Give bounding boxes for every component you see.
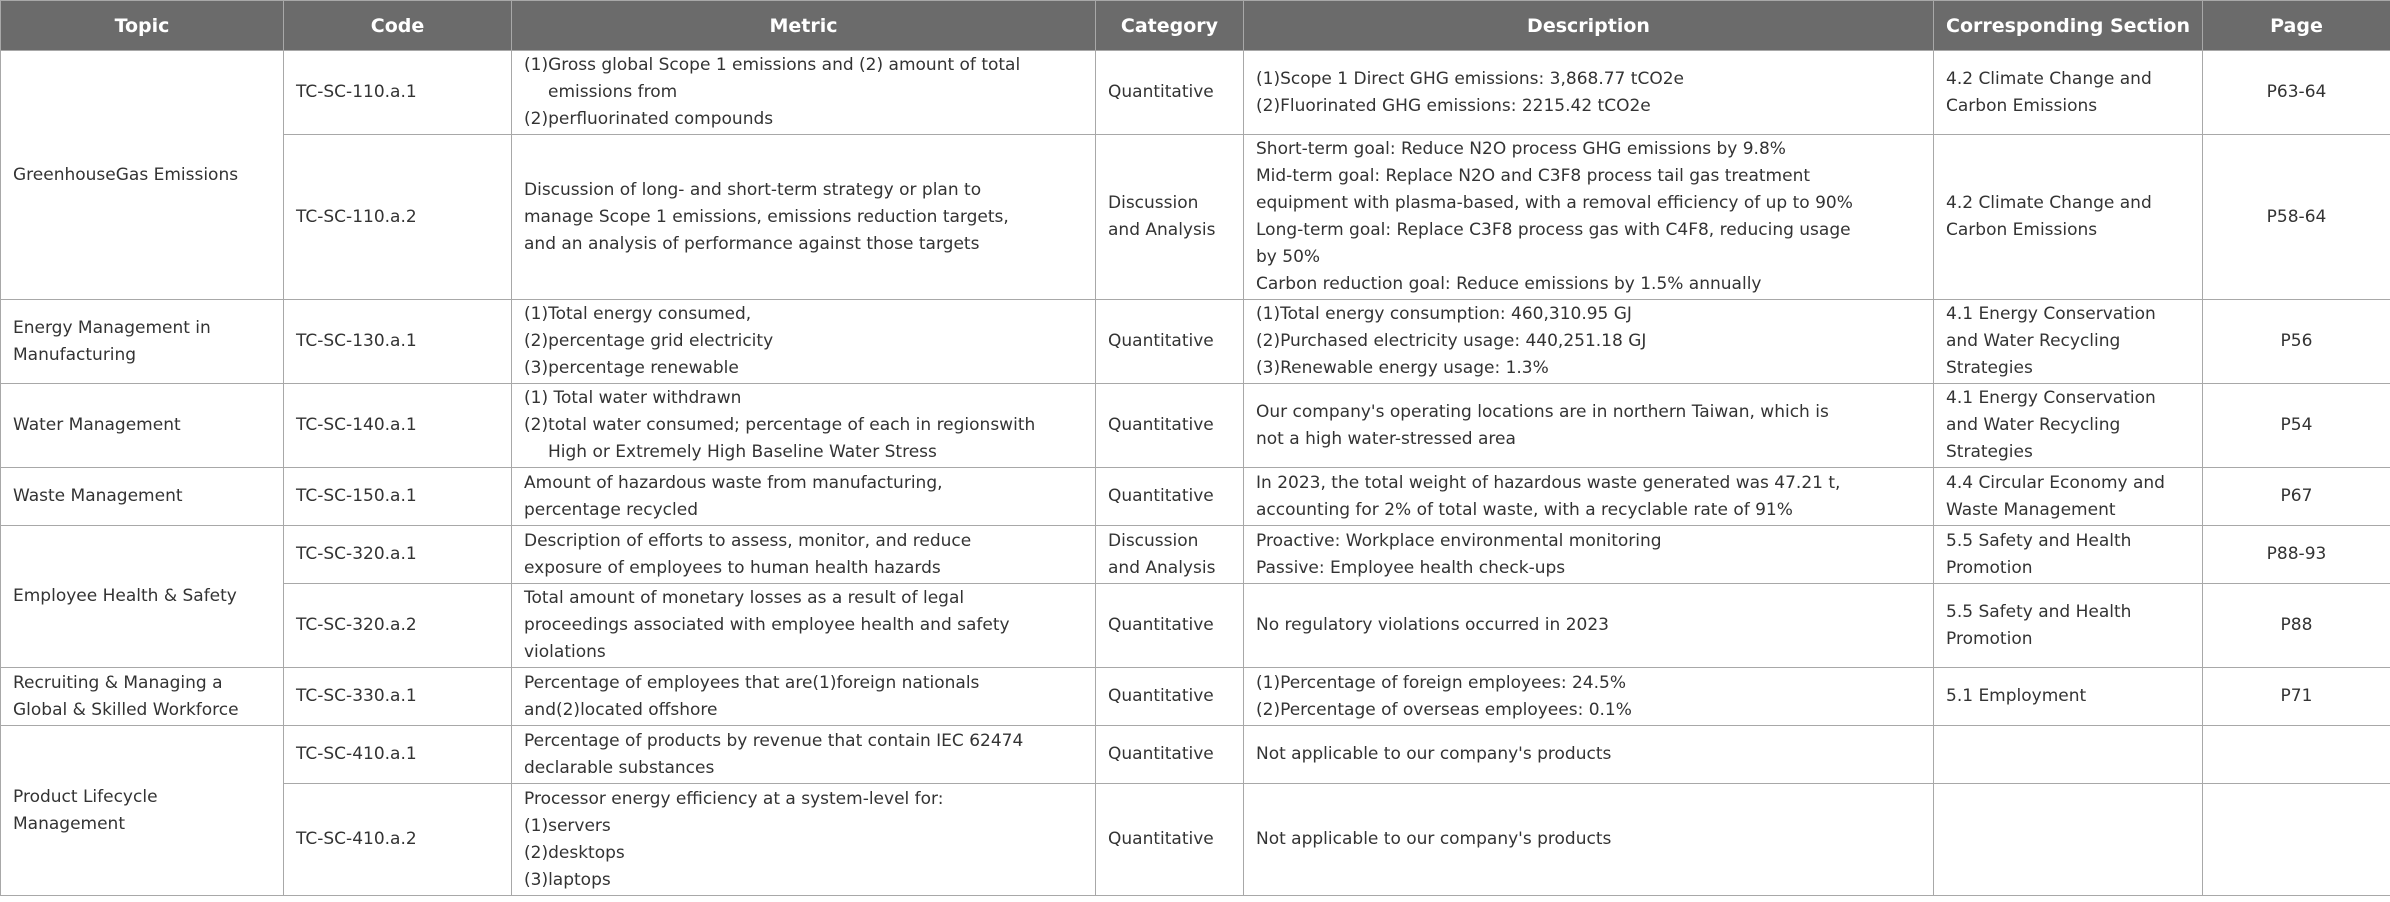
- code-cell: TC-SC-320.a.2: [284, 584, 512, 668]
- table-row: [1, 468, 2390, 526]
- header-code: Code: [284, 1, 512, 51]
- code-cell: TC-SC-410.a.1: [284, 726, 512, 784]
- section-cell: 4.2 Climate Change and Carbon Emissions: [1934, 51, 2203, 135]
- table-row: [1, 526, 2390, 584]
- code-cell: TC-SC-140.a.1: [284, 384, 512, 468]
- section-cell: 5.5 Safety and Health Promotion: [1934, 584, 2203, 668]
- section-cell: 4.4 Circular Economy and Waste Management: [1934, 468, 2203, 526]
- metric-cell: Processor energy efficiency at a system-level for: (1)servers (2)desktops (3)laptops: [512, 784, 1096, 896]
- category-cell: Discussion and Analysis: [1096, 135, 1244, 300]
- page-cell: P88: [2203, 584, 2390, 668]
- topic-cell: Water Management: [1, 384, 284, 468]
- metric-cell: Percentage of employees that are(1)foreign nationals and(2)located offshore: [512, 668, 1096, 726]
- metric-cell: (1)Total energy consumed, (2)percentage grid electricity (3)percentage renewable: [512, 300, 1096, 384]
- page-cell: P71: [2203, 668, 2390, 726]
- header-metric: Metric: [512, 1, 1096, 51]
- category-cell: Discussion and Analysis: [1096, 526, 1244, 584]
- code-cell: TC-SC-110.a.1: [284, 51, 512, 135]
- section-cell: [1934, 726, 2203, 784]
- header-page: Page: [2203, 1, 2390, 51]
- metric-cell: Discussion of long- and short-term strategy or plan to manage Scope 1 emissions, emissions reduction targets, and an analysis of performance against those targets: [512, 135, 1096, 300]
- table-row: [1, 584, 2390, 668]
- code-cell: TC-SC-110.a.2: [284, 135, 512, 300]
- description-cell: (1)Scope 1 Direct GHG emissions: 3,868.77 tCO2e (2)Fluorinated GHG emissions: 2215.42 tCO2e: [1244, 51, 1934, 135]
- table-row: [1, 135, 2390, 300]
- metric-cell: Description of efforts to assess, monitor, and reduce exposure of employees to human health hazards: [512, 526, 1096, 584]
- metric-cell: Amount of hazardous waste from manufacturing, percentage recycled: [512, 468, 1096, 526]
- page-cell: P63-64: [2203, 51, 2390, 135]
- description-cell: (1)Percentage of foreign employees: 24.5% (2)Percentage of overseas employees: 0.1%: [1244, 668, 1934, 726]
- header-topic: Topic: [1, 1, 284, 51]
- table-row: [1, 784, 2390, 896]
- category-cell: Quantitative: [1096, 668, 1244, 726]
- topic-cell: Recruiting & Managing a Global & Skilled Workforce: [1, 668, 284, 726]
- code-cell: TC-SC-130.a.1: [284, 300, 512, 384]
- page-cell: P67: [2203, 468, 2390, 526]
- header-row: [1, 1, 2390, 51]
- table-row: [1, 51, 2390, 135]
- table-row: [1, 300, 2390, 384]
- page-cell: P54: [2203, 384, 2390, 468]
- category-cell: Quantitative: [1096, 726, 1244, 784]
- section-cell: 5.5 Safety and Health Promotion: [1934, 526, 2203, 584]
- page-cell: [2203, 784, 2390, 896]
- code-cell: TC-SC-150.a.1: [284, 468, 512, 526]
- section-cell: 5.1 Employment: [1934, 668, 2203, 726]
- topic-cell: GreenhouseGas Emissions: [1, 51, 284, 300]
- topic-cell: Waste Management: [1, 468, 284, 526]
- page-cell: P56: [2203, 300, 2390, 384]
- code-cell: TC-SC-410.a.2: [284, 784, 512, 896]
- topic-cell: Product Lifecycle Management: [1, 726, 284, 896]
- description-cell: (1)Total energy consumption: 460,310.95 GJ (2)Purchased electricity usage: 440,251.18 GJ (3)Renewable energy usage: 1.3%: [1244, 300, 1934, 384]
- header-category: Category: [1096, 1, 1244, 51]
- topic-cell: Energy Management in Manufacturing: [1, 300, 284, 384]
- code-cell: TC-SC-330.a.1: [284, 668, 512, 726]
- table-row: [1, 384, 2390, 468]
- metric-cell: (1)Gross global Scope 1 emissions and (2) amount of total emissions from (2)perfluorinated compounds: [512, 51, 1096, 135]
- header-description: Description: [1244, 1, 1934, 51]
- header-section: Corresponding Section: [1934, 1, 2203, 51]
- section-cell: 4.1 Energy Conservation and Water Recycling Strategies: [1934, 300, 2203, 384]
- description-cell: Short-term goal: Reduce N2O process GHG emissions by 9.8% Mid-term goal: Replace N2O and C3F8 process tail gas treatment equipment with plasma-based, with a removal efficiency of up to 90% Long-term goal: Replace C3F8 process gas with C4F8, reducing usage by 50% Carbon reduction goal: Reduce emissions by 1.5% annually: [1244, 135, 1934, 300]
- description-cell: Proactive: Workplace environmental monitoring Passive: Employee health check-ups: [1244, 526, 1934, 584]
- page-cell: P88-93: [2203, 526, 2390, 584]
- page-cell: [2203, 726, 2390, 784]
- metric-cell: Percentage of products by revenue that contain IEC 62474 declarable substances: [512, 726, 1096, 784]
- description-cell: Not applicable to our company's products: [1244, 726, 1934, 784]
- section-cell: 4.2 Climate Change and Carbon Emissions: [1934, 135, 2203, 300]
- metric-cell: Total amount of monetary losses as a result of legal proceedings associated with employee health and safety violations: [512, 584, 1096, 668]
- section-cell: 4.1 Energy Conservation and Water Recycling Strategies: [1934, 384, 2203, 468]
- category-cell: Quantitative: [1096, 784, 1244, 896]
- description-cell: No regulatory violations occurred in 2023: [1244, 584, 1934, 668]
- table-row: [1, 668, 2390, 726]
- description-cell: Our company's operating locations are in northern Taiwan, which is not a high water-stressed area: [1244, 384, 1934, 468]
- metric-cell: (1) Total water withdrawn (2)total water consumed; percentage of each in regionswith High or Extremely High Baseline Water Stress: [512, 384, 1096, 468]
- category-cell: Quantitative: [1096, 300, 1244, 384]
- code-cell: TC-SC-320.a.1: [284, 526, 512, 584]
- category-cell: Quantitative: [1096, 384, 1244, 468]
- topic-cell: Employee Health & Safety: [1, 526, 284, 668]
- page-cell: P58-64: [2203, 135, 2390, 300]
- description-cell: In 2023, the total weight of hazardous waste generated was 47.21 t, accounting for 2% of total waste, with a recyclable rate of 91%: [1244, 468, 1934, 526]
- description-cell: Not applicable to our company's products: [1244, 784, 1934, 896]
- section-cell: [1934, 784, 2203, 896]
- category-cell: Quantitative: [1096, 584, 1244, 668]
- category-cell: Quantitative: [1096, 468, 1244, 526]
- category-cell: Quantitative: [1096, 51, 1244, 135]
- table-row: [1, 726, 2390, 784]
